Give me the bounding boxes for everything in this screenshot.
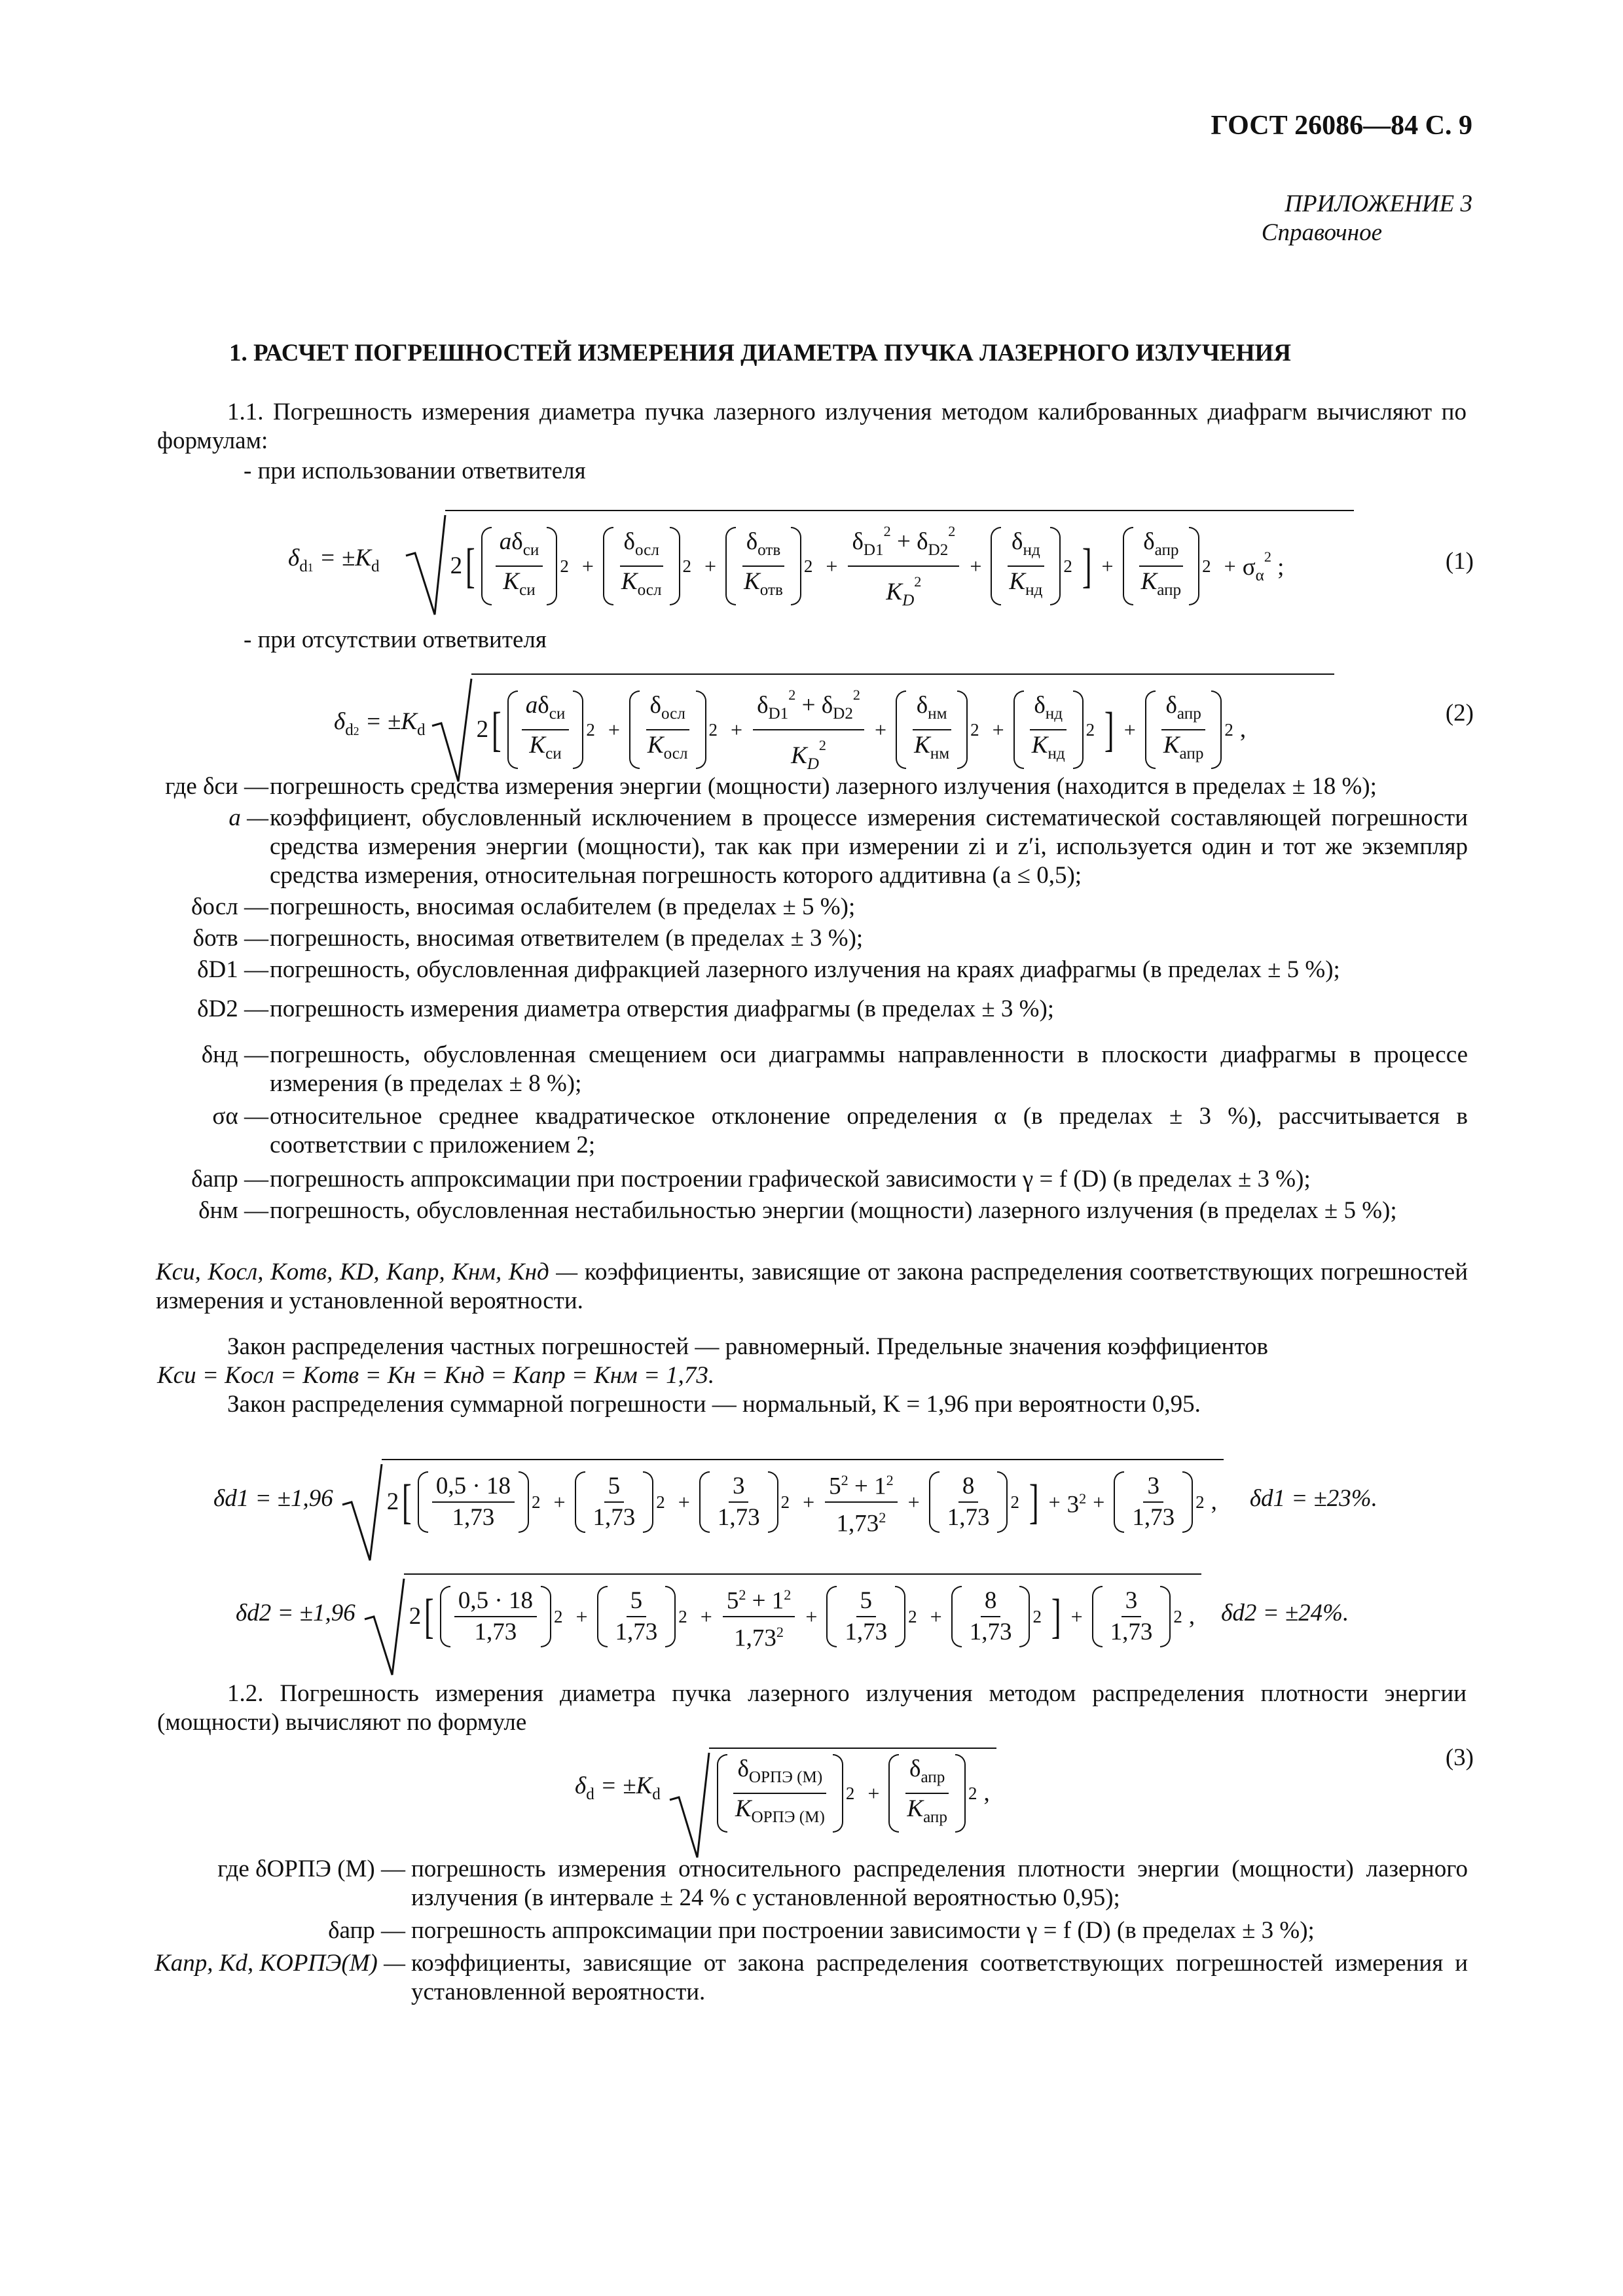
definition-term: a — — [228, 804, 268, 831]
appendix-status: Справочное — [1261, 219, 1382, 246]
formula-2-radical: 2 [ $\frac{a\delta_{си}}{K_{си}}$ 2 + $\frac{\delta_{осл}}{K_{осл}}$ 2 + $\frac{\delta_{D1}^2 + \delta_{D2}^2}{K_D^2}$ + $\frac{\delta_{нм}}{K_{нм}}$ 2 + $\frac{\delta_{нд}}{K_{нд}}$ 2 ] + $\frac{\delta_{апр}}{K_{апр}}$ 2 , — [432, 673, 1334, 780]
definition-term: δD1 — — [197, 956, 268, 983]
case-without-coupler: - при отсутствии ответвителя — [244, 626, 547, 653]
definition-text: погрешность измерения диаметра отверстия диафрагмы (в пределах ± 3 %); — [270, 996, 1055, 1022]
definition-term: δапр — — [191, 1166, 268, 1193]
radical-sign — [670, 1748, 709, 1859]
radical-sign — [406, 510, 445, 621]
formula-2-lhs: $\delta_{d2} = \pm K_d$ — [334, 708, 426, 739]
definition-text: относительное среднее квадратическое отклонение определения α (в пределах ± 3 %), рассчитывается в соответствии с приложением 2; — [270, 1103, 1468, 1158]
radical-sign — [432, 673, 471, 785]
formula-1-radical: 2 [ $\frac{a\delta_{си}}{K_{си}}$ 2 + $\frac{\delta_{осл}}{K_{осл}}$ 2 + $\frac{\delta_{отв}}{K_{отв}}$ 2 + $\frac{\delta_{D1}^2 + \delta_{D2}^2}{K_D^2}$ + $\frac{\delta_{нд}}{K_{нд}}$ 2 ] + $\frac{\delta_{апр}}{K_{апр}}$ 2 + $\sigma_\alpha^2$ ; — [406, 510, 1354, 616]
calc-d2-radical: 2 [ $\frac{0,5 \cdot 18}{1,73}$ 2 + $\frac{5}{1,73}$ 2 + $\frac{5^2 + 1^2}{1,73^2}$ + $\frac{5}{1,73}$ 2 + $\frac{8}{1,73}$ 2 ] + $\frac{3}{1,73}$ 2 , — [365, 1573, 1201, 1654]
definition-term: где δОРПЭ (М) — — [217, 1856, 405, 1882]
definition-term: δнм — — [198, 1197, 268, 1224]
definition-text: погрешность аппроксимации при построении зависимости γ = f (D) (в пределах ± 3 %); — [411, 1917, 1315, 1944]
equation-number-2: (2) — [1445, 700, 1474, 726]
definition-text: погрешность, обусловленная нестабильностью энергии (мощности) лазерного излучения (в пределах ± 5 %); — [270, 1197, 1397, 1224]
definition-term: δосл — — [191, 893, 268, 920]
document-code: ГОСТ 26086—84 С. 9 — [1211, 111, 1472, 141]
definition-term: δнд — — [201, 1041, 268, 1068]
calc-d1 — [213, 1440, 1377, 1558]
definition-text-k — [156, 1258, 1468, 1316]
equation-number-1: (1) — [1445, 548, 1474, 575]
formula-1 — [288, 497, 1354, 628]
definition-term: σα — — [212, 1103, 268, 1130]
law-text-3: Закон распределения суммарной погрешности — нормальный, K = 1,96 при вероятности 0,95. — [227, 1391, 1201, 1418]
formula-3 — [575, 1728, 996, 1852]
paragraph-1-2: 1.2. Погрешность измерения диаметра пучка лазерного излучения методом распределения плотности энергии (мощности) вычисляют по формуле — [157, 1680, 1467, 1736]
formula-1-lhs: $\delta_{d1} = \pm K_d$ — [288, 545, 380, 575]
formula-3-lhs: $\delta_d = \pm K_d$ — [575, 1772, 661, 1803]
definition-text: погрешность средства измерения энергии (мощности) лазерного излучения (находится в пределах ± 18 %); — [270, 773, 1377, 800]
definition-term: где δси — — [165, 773, 268, 800]
definition-text: погрешность измерения относительного распределения плотности энергии (мощности) лазерного излучения (в интервале ± 24 % с установленной вероятностью 0,95); — [411, 1856, 1468, 1911]
definition-term: δD2 — — [197, 996, 268, 1022]
definition-term: δапр — — [328, 1917, 405, 1944]
definition-text: погрешность, обусловленная смещением оси диаграммы направленности в плоскости диафрагмы в процессе измерения (в пределах ± 8 %); — [270, 1041, 1468, 1097]
paragraph-1-1: 1.1. Погрешность измерения диаметра пучка лазерного излучения методом калиброванных диафрагм вычисляют по формулам: — [157, 399, 1467, 454]
definition-term: δотв — — [192, 925, 268, 952]
radical-sign — [342, 1459, 382, 1564]
definition-text: коэффициенты, зависящие от закона распределения соответствующих погрешностей измерения и установленной вероятности. — [411, 1950, 1468, 2005]
definition-text: погрешность, вносимая ответвителем (в пределах ± 3 %); — [270, 925, 864, 952]
appendix-label: ПРИЛОЖЕНИЕ 3 — [1285, 190, 1472, 217]
calc-d1-result: δd1 = ±23%. — [1249, 1485, 1377, 1512]
definition-text: коэффициент, обусловленный исключением в процессе измерения систематической составляющей погрешности средства измерения энергии (мощности), так как при измерении zi и z′i, используется один и тот же экземпляр средства измерения, относительная погрешность которого аддитивна (a ≤ 0,5); — [270, 804, 1468, 889]
calc-d2-lhs: δd2 = ±1,96 — [236, 1600, 356, 1626]
definition-term: Kси, Kосл, Kотв, KD, Kапр, Kнм, Kнд — — [156, 1259, 578, 1285]
law-text-1: Закон распределения частных погрешностей — равномерный. Предельные значения коэффициентов — [227, 1333, 1268, 1360]
section-title: 1. РАСЧЕТ ПОГРЕШНОСТЕЙ ИЗМЕРЕНИЯ ДИАМЕТРА ПУЧКА ЛАЗЕРНОГО ИЗЛУЧЕНИЯ — [229, 340, 1292, 367]
calc-d2 — [236, 1558, 1349, 1669]
definition-text: коэффициенты, зависящие от закона распределения соответствующих погрешностей измерения и установленной вероятности. — [156, 1259, 1468, 1314]
calc-d2-result: δd2 = ±24%. — [1221, 1600, 1349, 1626]
equation-number-3: (3) — [1445, 1744, 1474, 1771]
definition-text: погрешность, вносимая ослабителем (в пределах ± 5 %); — [270, 893, 856, 920]
definition-text: погрешность, обусловленная дифракцией лазерного излучения на краях диафрагмы (в пределах ± 5 %); — [270, 956, 1340, 983]
definition-text: погрешность аппроксимации при построении графической зависимости γ = f (D) (в пределах ± 3 %); — [270, 1166, 1311, 1193]
case-with-coupler: - при использовании ответвителя — [244, 457, 586, 484]
calc-d1-lhs: δd1 = ±1,96 — [213, 1485, 333, 1512]
law-text-2: Kси = Kосл = Kотв = Kн = Kнд = Kапр = Kнм = 1,73. — [157, 1362, 715, 1389]
radical-sign — [365, 1573, 404, 1678]
formula-3-radical: $\frac{\delta_{ОРПЭ (М)}}{K_{ОРПЭ (М)}}$ 2 + $\frac{\delta_{апр}}{K_{апр}}$ 2 , — [670, 1748, 996, 1833]
definition-term: Kапр, Kd, KОРПЭ(М) — — [155, 1950, 405, 1977]
calc-d1-radical: 2 [ $\frac{0,5 \cdot 18}{1,73}$ 2 + $\frac{5}{1,73}$ 2 + $\frac{3}{1,73}$ 2 + $\frac{5^2 + 1^2}{1,73^2}$ + $\frac{8}{1,73}$ 2 ] + $3^2$ + $\frac{3}{1,73}$ 2 , — [342, 1459, 1224, 1539]
